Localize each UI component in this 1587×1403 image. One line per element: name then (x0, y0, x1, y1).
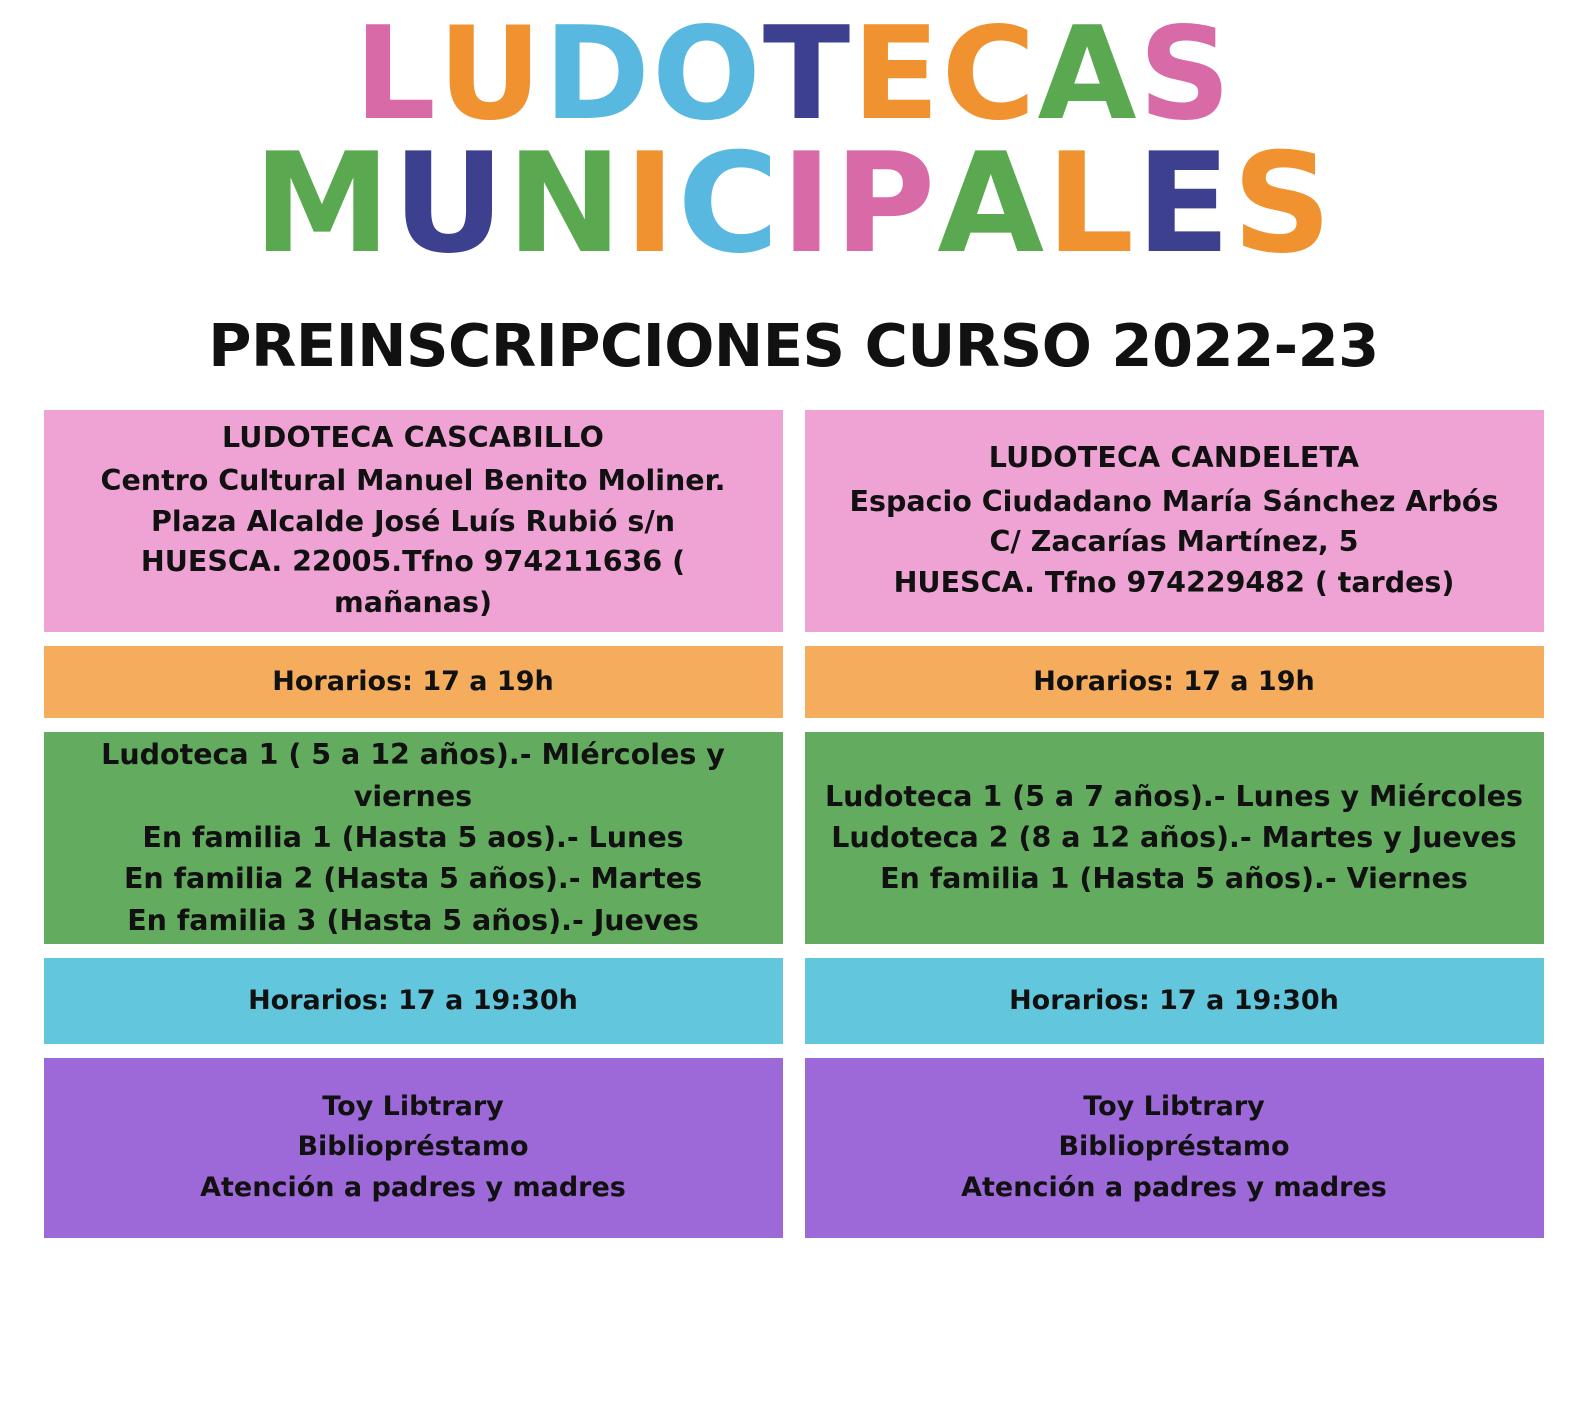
hours-block-cascabillo (44, 646, 783, 718)
logo-letter: M (253, 122, 393, 284)
address-line-2: Plaza Alcalde José Luís Rubió s/n (150, 504, 676, 538)
logo-letter: L (354, 0, 438, 149)
logo (0, 0, 1587, 284)
hours2-block-cascabillo (44, 958, 783, 1044)
group-line: En familia 1 (Hasta 5 aos).- Lunes (142, 821, 684, 855)
group-line: En familia 1 (Hasta 5 años).- Viernes (880, 862, 1468, 896)
hours-text: Horarios: 17 a 19:30h (248, 985, 578, 1017)
service-line: Atención a padres y madres (961, 1171, 1387, 1203)
logo-letter: S (1232, 122, 1334, 284)
service-line: Atención a padres y madres (200, 1171, 626, 1203)
services-block-cascabillo (44, 1058, 783, 1238)
logo-line-ludotecas (354, 0, 1233, 149)
service-line: Toy Libtrary (322, 1090, 504, 1122)
logo-letter: C (941, 0, 1038, 149)
logo-letter: C (677, 122, 781, 284)
logo-letter: L (1046, 122, 1137, 284)
logo-letter: S (1138, 0, 1233, 149)
logo-letter: I (780, 122, 835, 284)
address-line-3: HUESCA. 22005.Tfno 974211636 ( mañanas) (140, 545, 686, 619)
logo-letter: E (852, 0, 942, 149)
hours-text: Horarios: 17 a 19:30h (1009, 985, 1339, 1017)
address-block-candeleta (805, 410, 1544, 632)
group-line: Ludoteca 1 ( 5 a 12 años).- MIércoles y viernes (101, 738, 725, 813)
logo-letter: N (506, 122, 625, 284)
logo-line-municipales (253, 122, 1334, 284)
address-line-1: Espacio Ciudadano María Sánchez Arbós (849, 484, 1499, 518)
services-block-candeleta (805, 1058, 1544, 1238)
hours-text: Horarios: 17 a 19h (1033, 666, 1315, 698)
group-line: Ludoteca 1 (5 a 7 años).- Lunes y Miércoles (824, 779, 1524, 813)
hours2-block-candeleta (805, 958, 1544, 1044)
service-line: Bibliopréstamo (1058, 1131, 1290, 1163)
logo-letter: A (1037, 0, 1139, 149)
ludoteca-name: LUDOTECA CASCABILLO (221, 421, 605, 455)
logo-letter: U (392, 122, 507, 284)
address-line-3: HUESCA. Tfno 974229482 ( tardes) (893, 565, 1455, 599)
groups-block-candeleta (805, 732, 1544, 944)
service-line: Bibliopréstamo (297, 1131, 529, 1163)
address-line-2: C/ Zacarías Martínez, 5 (989, 525, 1359, 559)
logo-letter: I (624, 122, 678, 284)
group-line: Ludoteca 2 (8 a 12 años).- Martes y Jueves (831, 821, 1517, 855)
group-line: En familia 3 (Hasta 5 años).- Jueves (127, 903, 699, 937)
logo-letter: P (834, 122, 938, 284)
ludoteca-name: LUDOTECA CANDELETA (988, 441, 1360, 475)
groups-block-cascabillo (44, 732, 783, 944)
logo-letter: A (937, 122, 1047, 284)
logo-letter: U (437, 0, 544, 149)
page-title: PREINSCRIPCIONES CURSO 2022-23 (208, 310, 1379, 380)
info-grid (44, 410, 1544, 1238)
logo-letter: D (543, 0, 652, 149)
hours-block-candeleta (805, 646, 1544, 718)
logo-letter: O (652, 0, 763, 149)
hours-text: Horarios: 17 a 19h (272, 666, 554, 698)
logo-letter: E (1136, 122, 1233, 284)
address-block-cascabillo (44, 410, 783, 632)
address-line-1: Centro Cultural Manuel Benito Moliner. (100, 464, 726, 498)
logo-letter: T (762, 0, 853, 149)
group-line: En familia 2 (Hasta 5 años).- Martes (123, 862, 703, 896)
service-line: Toy Libtrary (1083, 1090, 1265, 1122)
